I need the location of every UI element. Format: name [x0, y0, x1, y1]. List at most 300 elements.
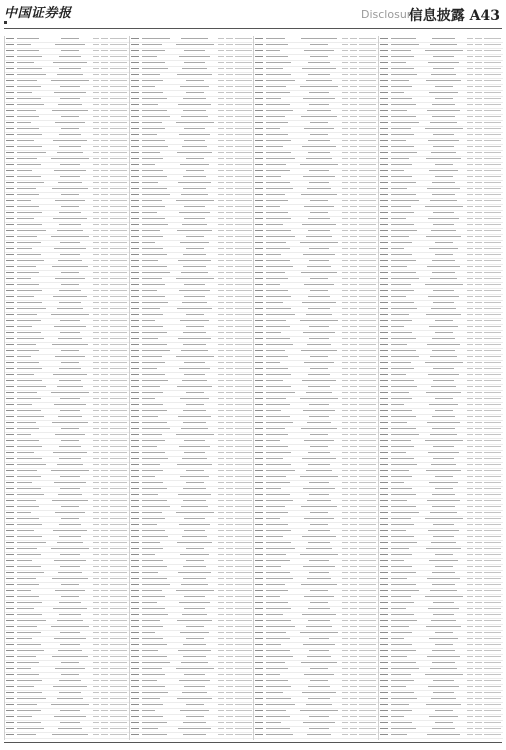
table-cell-text — [226, 668, 233, 669]
table-cell-text — [131, 350, 139, 351]
table-cell-text — [235, 350, 252, 351]
table-cell-text — [101, 170, 108, 171]
table-cell-text — [226, 506, 233, 507]
table-cell-text — [17, 452, 34, 453]
table-cell-text — [484, 152, 501, 153]
table-cell-text — [6, 392, 14, 393]
table-cell-text — [131, 290, 139, 291]
table-cell-text — [359, 626, 376, 627]
table-cell-text — [350, 68, 357, 69]
table-cell-text — [235, 380, 252, 381]
table-cell-text — [380, 212, 388, 213]
table-cell-text — [467, 428, 473, 429]
table-cell-text — [380, 74, 388, 75]
table-cell-text — [484, 278, 501, 279]
table-cell-text — [101, 464, 108, 465]
table-cell-text — [235, 398, 252, 399]
table-cell-text — [218, 164, 224, 165]
table-cell-text — [6, 398, 14, 399]
table-cell-text — [17, 338, 44, 339]
table-cell-text — [226, 602, 233, 603]
table-cell-text — [350, 596, 357, 597]
table-cell-text — [93, 398, 99, 399]
table-cell-text — [131, 272, 139, 273]
table-cell-text — [380, 254, 388, 255]
table-cell-text — [179, 446, 210, 447]
table-cell-text — [391, 506, 416, 507]
table-cell-text — [93, 182, 99, 183]
table-cell-text — [186, 326, 204, 327]
table-cell-text — [350, 170, 357, 171]
table-cell-text — [177, 74, 213, 75]
table-cell-text — [391, 80, 410, 81]
table-cell-text — [177, 230, 213, 231]
table-cell-text — [391, 464, 418, 465]
table-cell-text — [131, 560, 139, 561]
table-cell-text — [235, 632, 252, 633]
table-cell-text — [235, 128, 252, 129]
table-cell-text — [300, 632, 338, 633]
table-cell-text — [391, 146, 415, 147]
table-cell-text — [359, 656, 376, 657]
table-cell-text — [475, 80, 482, 81]
table-cell-text — [306, 392, 333, 393]
table-cell-text — [391, 518, 411, 519]
table-cell-text — [302, 692, 336, 693]
table-cell-text — [350, 584, 357, 585]
table-cell-text — [101, 56, 108, 57]
table-cell-text — [6, 572, 14, 573]
table-cell-text — [218, 434, 224, 435]
table-cell-text — [6, 620, 14, 621]
table-cell-text — [101, 620, 108, 621]
table-cell-text — [235, 38, 252, 39]
table-cell-text — [17, 248, 32, 249]
table-cell-text — [484, 554, 501, 555]
table-cell-text — [131, 506, 139, 507]
table-cell-text — [110, 722, 127, 723]
table-cell-text — [467, 464, 473, 465]
table-cell-text — [131, 410, 139, 411]
table-cell-text — [183, 410, 205, 411]
table-cell-text — [255, 410, 263, 411]
table-cell-text — [17, 422, 36, 423]
table-cell-text — [391, 212, 415, 213]
table-cell-text — [101, 224, 108, 225]
table-cell-text — [309, 260, 329, 261]
table-cell-text — [359, 332, 376, 333]
table-cell-text — [342, 260, 348, 261]
table-cell-text — [350, 104, 357, 105]
table-cell-text — [342, 374, 348, 375]
table-cell-text — [218, 452, 224, 453]
table-cell-text — [6, 554, 14, 555]
table-cell-text — [308, 542, 330, 543]
table-cell-text — [350, 476, 357, 477]
table-cell-text — [110, 308, 127, 309]
table-cell-text — [17, 578, 36, 579]
table-cell-text — [350, 440, 357, 441]
table-cell-text — [255, 446, 263, 447]
table-cell-text — [359, 644, 376, 645]
table-cell-text — [177, 542, 213, 543]
table-cell-text — [391, 482, 405, 483]
table-cell-text — [484, 62, 501, 63]
table-cell-text — [101, 44, 108, 45]
table-cell-text — [467, 572, 473, 573]
table-cell-text — [359, 686, 376, 687]
table-cell-text — [380, 566, 388, 567]
table-cell-text — [266, 338, 290, 339]
table-cell-text — [142, 476, 156, 477]
table-cell-text — [17, 224, 42, 225]
table-cell-text — [218, 482, 224, 483]
table-cell-text — [93, 152, 99, 153]
table-cell-text — [110, 152, 127, 153]
table-cell-text — [60, 488, 80, 489]
table-cell-text — [61, 440, 79, 441]
table-cell-text — [183, 566, 205, 567]
table-cell-text — [6, 236, 14, 237]
table-cell-text — [484, 584, 501, 585]
table-cell-text — [6, 644, 14, 645]
table-cell-text — [17, 350, 39, 351]
table-cell-text — [467, 410, 473, 411]
table-cell-text — [57, 230, 84, 231]
table-cell-text — [101, 266, 108, 267]
table-cell-text — [435, 722, 453, 723]
table-cell-text — [266, 668, 288, 669]
table-cell-text — [350, 608, 357, 609]
table-cell-text — [226, 92, 233, 93]
table-cell-text — [235, 224, 252, 225]
table-cell-text — [429, 716, 458, 717]
table-cell-text — [350, 290, 357, 291]
table-cell-text — [55, 278, 84, 279]
table-cell-text — [6, 590, 14, 591]
table-cell-text — [475, 230, 482, 231]
table-cell-text — [131, 500, 139, 501]
table-cell-text — [266, 74, 291, 75]
table-cell-text — [17, 50, 39, 51]
table-cell-text — [432, 428, 454, 429]
table-cell-text — [359, 218, 376, 219]
table-cell-text — [218, 86, 224, 87]
table-cell-text — [380, 734, 388, 735]
table-cell-text — [484, 536, 501, 537]
table-cell-text — [226, 452, 233, 453]
table-cell-text — [255, 38, 263, 39]
table-cell-text — [484, 590, 501, 591]
table-cell-text — [142, 668, 162, 669]
table-cell-text — [131, 206, 139, 207]
table-cell-text — [17, 230, 46, 231]
table-cell-text — [218, 200, 224, 201]
table-cell-text — [428, 608, 459, 609]
table-cell-text — [475, 356, 482, 357]
table-cell-text — [17, 278, 31, 279]
table-cell-text — [475, 410, 482, 411]
table-cell-text — [131, 698, 139, 699]
table-cell-text — [255, 536, 263, 537]
table-cell-text — [226, 386, 233, 387]
table-cell-text — [255, 476, 263, 477]
table-cell-text — [235, 710, 252, 711]
table-cell-text — [484, 692, 501, 693]
table-cell-text — [218, 266, 224, 267]
table-cell-text — [110, 434, 127, 435]
table-cell-text — [431, 386, 456, 387]
table-cell-text — [484, 74, 501, 75]
table-cell-text — [484, 86, 501, 87]
table-cell-text — [235, 488, 252, 489]
table-cell-text — [380, 596, 388, 597]
table-cell-text — [93, 332, 99, 333]
table-cell-text — [380, 62, 388, 63]
table-cell-text — [235, 200, 252, 201]
table-cell-text — [6, 710, 14, 711]
table-cell-text — [142, 278, 162, 279]
table-cell-text — [342, 464, 348, 465]
table-cell-text — [255, 452, 263, 453]
table-cell-text — [308, 140, 330, 141]
table-cell-text — [342, 452, 348, 453]
table-cell-text — [342, 362, 348, 363]
table-cell-text — [475, 236, 482, 237]
table-cell-text — [266, 542, 291, 543]
table-cell-text — [359, 512, 376, 513]
table-cell-text — [110, 356, 127, 357]
table-cell-text — [183, 332, 205, 333]
table-cell-text — [342, 242, 348, 243]
table-cell-text — [467, 524, 473, 525]
table-cell-text — [110, 380, 127, 381]
table-cell-text — [475, 452, 482, 453]
table-cell-text — [307, 656, 332, 657]
table-cell-text — [266, 536, 283, 537]
table-cell-text — [93, 212, 99, 213]
table-cell-text — [176, 278, 214, 279]
table-cell-text — [301, 506, 337, 507]
table-cell-text — [342, 428, 348, 429]
table-cell-text — [110, 668, 127, 669]
table-cell-text — [6, 536, 14, 537]
table-cell-text — [427, 734, 461, 735]
table-cell-text — [467, 290, 473, 291]
table-cell-text — [350, 494, 357, 495]
table-cell-text — [110, 80, 127, 81]
table-cell-text — [61, 206, 79, 207]
table-cell-text — [101, 716, 108, 717]
table-cell-text — [484, 596, 501, 597]
table-cell-text — [359, 518, 376, 519]
table-cell-text — [467, 284, 473, 285]
table-cell-text — [235, 404, 252, 405]
table-cell-text — [359, 698, 376, 699]
table-cell-text — [266, 92, 290, 93]
table-cell-text — [426, 80, 462, 81]
table-cell-text — [54, 638, 85, 639]
table-cell-text — [218, 314, 224, 315]
table-cell-text — [391, 476, 413, 477]
table-cell-text — [6, 230, 14, 231]
table-cell-text — [60, 86, 80, 87]
table-cell-text — [93, 344, 99, 345]
table-cell-text — [391, 404, 405, 405]
table-cell-text — [484, 128, 501, 129]
table-cell-text — [350, 320, 357, 321]
table-cell-text — [475, 344, 482, 345]
table-cell-text — [475, 278, 482, 279]
table-cell-text — [235, 62, 252, 63]
table-cell-text — [142, 458, 169, 459]
table-cell-text — [309, 92, 329, 93]
table-cell-text — [255, 92, 263, 93]
table-cell-text — [17, 164, 41, 165]
table-cell-text — [59, 134, 81, 135]
table-cell-text — [350, 662, 357, 663]
table-cell-text — [226, 512, 233, 513]
table-cell-text — [142, 254, 167, 255]
table-cell-text — [60, 410, 80, 411]
table-cell-text — [391, 254, 413, 255]
table-cell-text — [266, 260, 290, 261]
table-cell-text — [255, 356, 263, 357]
table-cell-text — [428, 452, 459, 453]
table-cell-text — [93, 614, 99, 615]
table-cell-text — [391, 704, 410, 705]
table-cell-text — [178, 728, 212, 729]
table-cell-text — [380, 476, 388, 477]
table-cell-text — [235, 668, 252, 669]
table-cell-text — [218, 272, 224, 273]
table-cell-text — [255, 296, 263, 297]
table-cell-text — [484, 344, 501, 345]
table-cell-text — [359, 164, 376, 165]
table-cell-text — [182, 614, 207, 615]
table-cell-text — [304, 206, 333, 207]
table-cell-text — [430, 44, 457, 45]
table-cell-text — [93, 500, 99, 501]
table-cell-text — [101, 110, 108, 111]
table-cell-text — [359, 548, 376, 549]
table-cell-text — [6, 296, 14, 297]
table-cell-text — [380, 680, 388, 681]
table-cell-text — [484, 254, 501, 255]
table-cell-text — [226, 284, 233, 285]
table-cell-text — [110, 116, 127, 117]
table-cell-text — [266, 674, 280, 675]
table-cell-text — [391, 44, 420, 45]
table-cell-text — [359, 278, 376, 279]
table-cell-text — [307, 344, 332, 345]
table-cell-text — [131, 56, 139, 57]
table-cell-text — [475, 242, 482, 243]
table-cell-text — [475, 680, 482, 681]
table-cell-text — [51, 704, 89, 705]
table-cell-text — [101, 242, 108, 243]
table-cell-text — [359, 530, 376, 531]
table-cell-text — [310, 668, 328, 669]
table-cell-text — [350, 158, 357, 159]
table-cell-text — [433, 224, 453, 225]
table-cell-text — [475, 572, 482, 573]
table-cell-text — [255, 614, 263, 615]
table-cell-text — [131, 488, 139, 489]
table-cell-text — [467, 620, 473, 621]
table-cell-text — [467, 146, 473, 147]
table-cell-text — [110, 692, 127, 693]
table-cell-text — [380, 584, 388, 585]
table-cell-text — [226, 650, 233, 651]
table-cell-text — [218, 332, 224, 333]
table-cell-text — [342, 446, 348, 447]
table-cell-text — [101, 50, 108, 51]
table-cell-text — [266, 722, 281, 723]
table-cell-text — [142, 470, 164, 471]
table-cell-text — [467, 368, 473, 369]
table-cell-text — [467, 698, 473, 699]
table-cell-text — [180, 242, 209, 243]
table-cell-text — [391, 602, 415, 603]
table-cell-text — [6, 734, 14, 735]
table-cell-text — [17, 92, 32, 93]
table-cell-text — [467, 236, 473, 237]
table-cell-text — [467, 296, 473, 297]
table-cell-text — [475, 44, 482, 45]
table-cell-text — [359, 356, 376, 357]
table-cell-text — [359, 506, 376, 507]
table-cell-text — [475, 224, 482, 225]
table-cell-text — [235, 134, 252, 135]
table-cell-text — [255, 248, 263, 249]
table-cell-text — [391, 722, 413, 723]
table-cell-text — [226, 494, 233, 495]
table-cell-text — [218, 308, 224, 309]
table-cell-text — [255, 188, 263, 189]
table-cell-text — [425, 362, 463, 363]
table-cell-text — [255, 218, 263, 219]
table-cell-text — [380, 428, 388, 429]
table-cell-text — [226, 620, 233, 621]
table-cell-text — [255, 566, 263, 567]
table-cell-text — [435, 86, 453, 87]
table-cell-text — [380, 512, 388, 513]
table-cell-text — [380, 140, 388, 141]
table-cell-text — [60, 320, 80, 321]
table-cell-text — [131, 452, 139, 453]
table-cell-text — [101, 698, 108, 699]
table-cell-text — [359, 242, 376, 243]
table-cell-text — [218, 386, 224, 387]
table-cell-text — [380, 626, 388, 627]
table-cell-text — [484, 662, 501, 663]
table-cell-text — [180, 164, 209, 165]
table-cell-text — [101, 200, 108, 201]
table-cell-text — [427, 344, 461, 345]
table-cell-text — [6, 350, 14, 351]
table-cell-text — [101, 500, 108, 501]
table-cell-text — [391, 56, 415, 57]
table-cell-text — [427, 266, 461, 267]
table-cell-text — [110, 614, 127, 615]
table-cell-text — [110, 410, 127, 411]
table-cell-text — [110, 344, 127, 345]
table-cell-text — [467, 392, 473, 393]
table-cell-text — [433, 212, 453, 213]
table-cell-text — [235, 368, 252, 369]
table-cell-text — [467, 638, 473, 639]
